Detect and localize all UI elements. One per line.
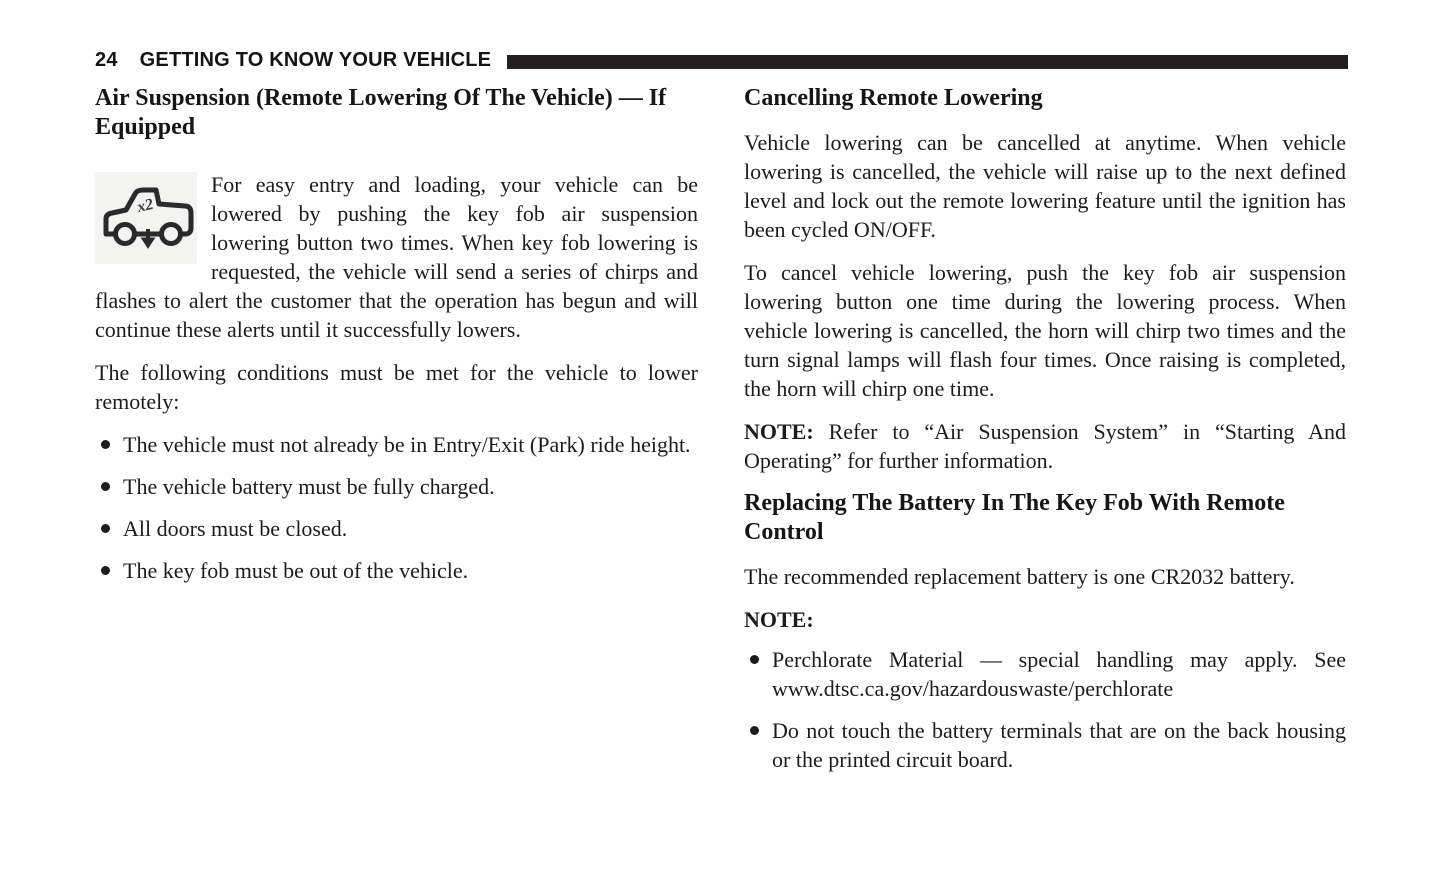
right-column [744, 84, 1346, 788]
list-item: Perchlorate Material — special handling may apply. See www.dtsc.ca.gov/hazardouswaste/perchlorate [744, 645, 1346, 703]
cancelling-paragraph-1: Vehicle lowering can be cancelled at anytime. When vehicle lowering is cancelled, the vehicle will raise up to the next defined level and lock out the remote lowering feature until the ignition has been cycled ON/OFF. [744, 130, 1346, 242]
note-label: NOTE: [744, 419, 814, 444]
air-suspension-paragraph-text: For easy entry and loading, your vehicle can be lowered by pushing the key fob air suspension lowering button two times. When key fob lowering is requested, the vehicle will send a series of chirps and flashes to alert the customer that the operation has begun and will continue these alerts until it successfully lowers. [95, 172, 698, 342]
cancelling-paragraph-2: To cancel vehicle lowering, push the key fob air suspension lowering button one time during the lowering process. When vehicle lowering is cancelled, the horn will chirp two times and the turn signal lamps will flash four times. Once raising is completed, the horn will chirp one time. [744, 260, 1346, 401]
battery-paragraph: The recommended replacement battery is one CR2032 battery. [744, 564, 1295, 589]
conditions-intro-paragraph: The following conditions must be met for the vehicle to lower remotely: [95, 360, 698, 414]
section-heading-air-suspension: Air Suspension (Remote Lowering Of The Vehicle) — If Equipped [95, 85, 667, 140]
cancelling-note [744, 417, 1346, 475]
section-heading-cancelling: Cancelling Remote Lowering [744, 85, 1043, 111]
air-suspension-paragraph [95, 170, 698, 344]
battery-note-label: NOTE: [744, 607, 814, 632]
list-item: The vehicle battery must be fully charged. [95, 472, 698, 501]
note-text: Refer to “Air Suspension System” in “Starting And Operating” for further information. [744, 419, 1346, 473]
icon-label-x2: x2 [135, 195, 156, 217]
list-item: Do not touch the battery terminals that are on the back housing or the printed circuit board. [744, 716, 1346, 774]
list-item: The key fob must be out of the vehicle. [95, 556, 698, 585]
truck-lowering-icon [95, 172, 197, 264]
list-item: The vehicle must not already be in Entry/Exit (Park) ride height. [95, 430, 698, 459]
section-heading-battery: Replacing The Battery In The Key Fob With Remote Control [744, 490, 1285, 545]
chapter-title: GETTING TO KNOW YOUR VEHICLE [139, 49, 492, 71]
page-header [95, 49, 1348, 72]
page-number: 24 [95, 49, 118, 71]
header-rule-bar [507, 55, 1348, 69]
battery-notes-list [744, 645, 1346, 774]
left-column [95, 84, 698, 599]
list-item: All doors must be closed. [95, 514, 698, 543]
conditions-list [95, 430, 698, 585]
